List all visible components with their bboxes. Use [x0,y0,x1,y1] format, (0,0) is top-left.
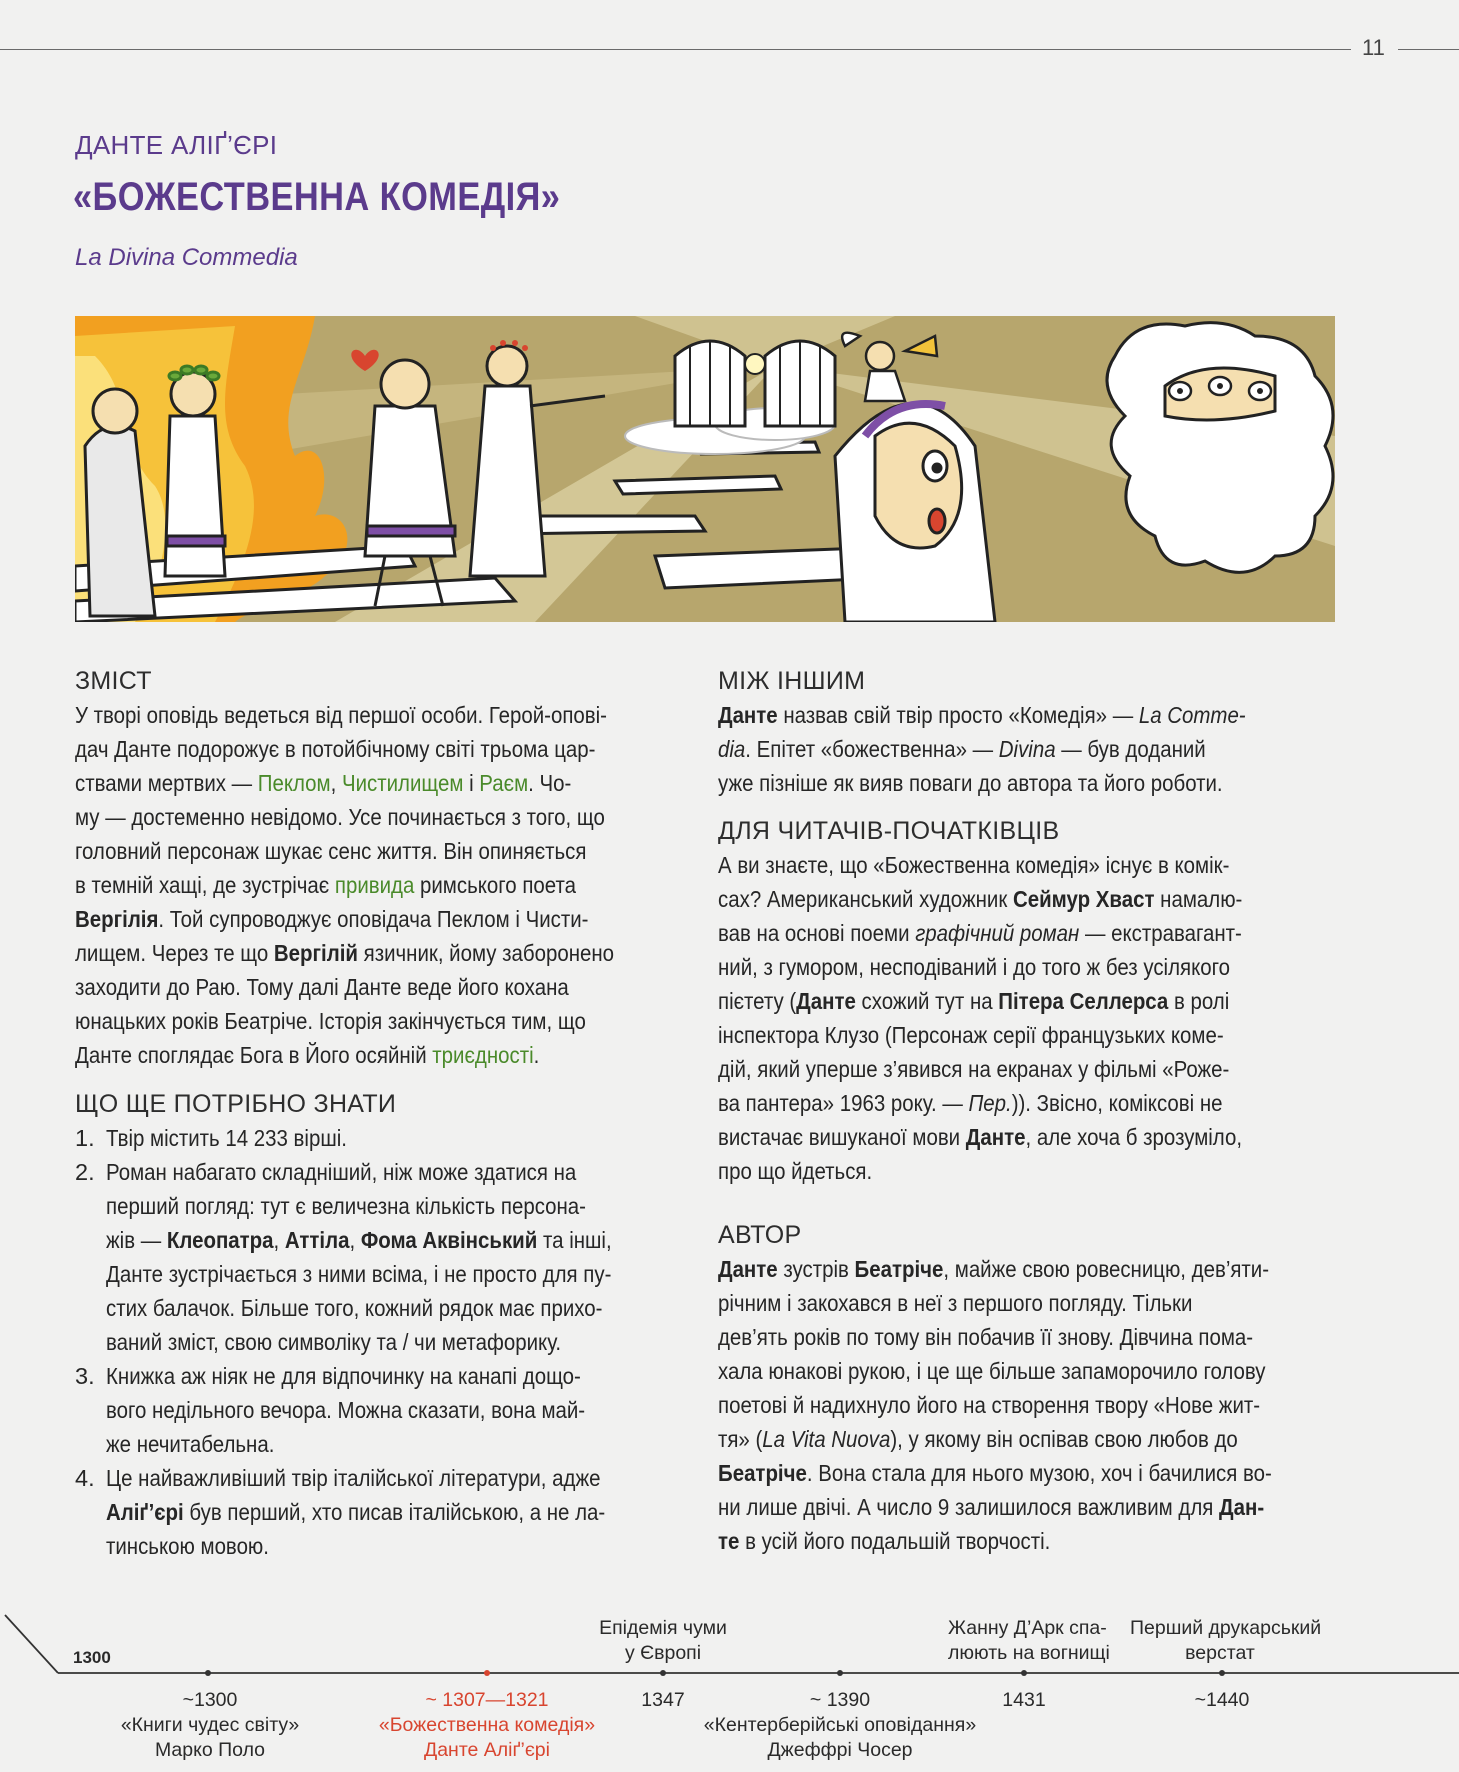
know-heading: ЩО ЩЕ ПОТРІБНО ЗНАТИ [75,1090,397,1118]
header-rule-right [1398,49,1459,50]
text-line: в темній хащі, де зустрічає привида римського поета [75,872,576,898]
list-item: 2. Роман набагато складніший, ніж може здатися на перший погляд: тут є величезна кількість персона- жів — Клеопатра, Аттіла, Фома Аквінський та інші, Данте зустрічається з ними всіма, і не просто для пу- стих балачок. Більше того, кожний рядок має прихо- ваний зміст, свою символіку та / чи метафорику. [75,1159,612,1355]
term-ghost: привида [334,872,415,898]
list-item: 4. Це найважливіший твір італійської літератури, адже Аліґ’єрі був перший, хто писав італійською, а не ла- тинською мовою. [75,1465,606,1559]
term-hell: Пеклом [257,770,331,796]
text-line: головний персонаж шукає сенс життя. Він опиняється [75,838,587,864]
content-heading: ЗМІСТ [75,667,152,695]
list-item: 3. Книжка аж ніяк не для відпочинку на канапі дощо- вого недільного вечора. Можна сказати, вона май- же нечитабельна. [75,1363,586,1457]
text-line: му — достеменно невідомо. Усе починається з того, що [75,804,605,830]
term-paradise: Раєм [479,770,529,796]
left-column [75,664,685,1563]
timeline-dot [660,1670,666,1676]
term-purgatory: Чистилищем [341,770,464,796]
timeline-event-1431: 1431 [1002,1689,1046,1711]
author-heading: АВТОР [718,1221,802,1249]
page-number: 11 [1362,35,1385,60]
header-rule [0,49,1351,50]
term-trinity: триєдності [432,1042,534,1068]
right-column [718,664,1333,1558]
timeline-dot [205,1670,211,1676]
text-line: лищем. Через те що Вергілій язичник, йому заборонено [75,940,615,966]
timeline-dot [837,1670,843,1676]
text-line: ствами мертвих — Пеклом, Чистилищем і Раєм. Чо- [75,770,572,796]
timeline-event-1347: 1347 [641,1689,685,1711]
book-title: «БОЖЕСТВЕННА КОМЕДІЯ» [73,175,561,219]
author-paragraph: Данте зустрів Беатріче, майже свою ровесницю, дев’яти- річним і закохався в неї з першого погляду. Тільки дев’ять років по тому він побачив її знову. Дівчина пома- хала юнакові рукою, і це ще більше запаморочило голову поетові й надихнуло його на створення твору «Нове жит- тя» (La Vita Nuova), у якому він оспівав свою любов до Беатріче. Вона стала для нього музою, хоч і бачилися во- ни лише двічі. А число 9 залишилося важливим для Дан- те в усій його подальшій творчості. [718,1256,1272,1554]
timeline-event-divine-comedy: ~ 1307—1321 «Божественна комедія» Данте Аліґ’єрі [378,1689,596,1761]
text-line: У творі оповідь ведеться від першої особи. Герой-опові- [75,702,607,728]
content-paragraph [75,698,685,1072]
timeline-event-press: Перший друкарський верстат [1130,1617,1322,1664]
timeline-start: 1300 [73,1648,111,1667]
text-line: юнацьких років Беатріче. Історія закінчується тим, що [75,1008,586,1034]
original-title: La Divina Commedia [75,244,298,271]
text-line: заходити до Раю. Тому далі Данте веде його кохана [75,974,569,1000]
timeline-event-joan: Жанну Д’Арк спа- люють на вогнищі [948,1617,1110,1664]
timeline-dot-highlight [484,1670,490,1676]
timeline-dot [1219,1670,1225,1676]
beginners-paragraph: А ви знаєте, що «Божественна комедія» існує в комік- сах? Американський художник Сеймур Хваст намалю- вав на основі поеми графічний роман — екстравагант- ний, з гумором, несподіваний і до того ж без усілякого пієтету (Данте схожий тут на Пітера Селлерса в ролі інспектора Клузо (Персонаж серії французьких коме- дій, який уперше з’явився на екранах у фільмі «Роже- ва пантера» 1963 року. — Пер.)). Звісно, коміксові не вистачає вишуканої мови Данте, але хоча б зрозуміло, про що йдеться. [718,852,1243,1184]
beginners-heading: ДЛЯ ЧИТАЧІВ-ПОЧАТКІВЦІВ [718,817,1060,845]
dante-comic-illustration [75,316,1335,622]
list-item: 1. Твір містить 14 233 вірші. [75,1125,347,1151]
timeline-dot [1021,1670,1027,1676]
text-line: Данте споглядає Бога в Його осяйній триєдності. [75,1042,540,1068]
timeline-event-plague: Епідемія чуми у Європі [599,1617,727,1664]
author-name: ДАНТЕ АЛІҐ’ЄРІ [75,130,278,160]
text-line: Вергілія. Той супроводжує оповідача Пеклом і Чисти- [75,906,589,932]
timeline-event-chaucer: ~ 1390 «Кентерберійські оповідання» Джеффрі Чосер [703,1689,977,1761]
timeline-event-1440: ~1440 [1194,1689,1250,1711]
timeline [0,1600,1459,1772]
know-list [75,1121,685,1563]
timeline-event-polo: ~1300 «Книги чудес світу» Марко Поло [120,1689,300,1761]
btw-paragraph: Данте назвав свій твір просто «Комедія» — La Comme- dia. Епітет «божественна» — Divina — був доданий уже пізніше як вияв поваги до автора та його роботи. [718,702,1246,796]
btw-heading: МІЖ ІНШИМ [718,667,866,695]
text-line: дач Данте подорожує в потойбічному світі трьома цар- [75,736,596,762]
